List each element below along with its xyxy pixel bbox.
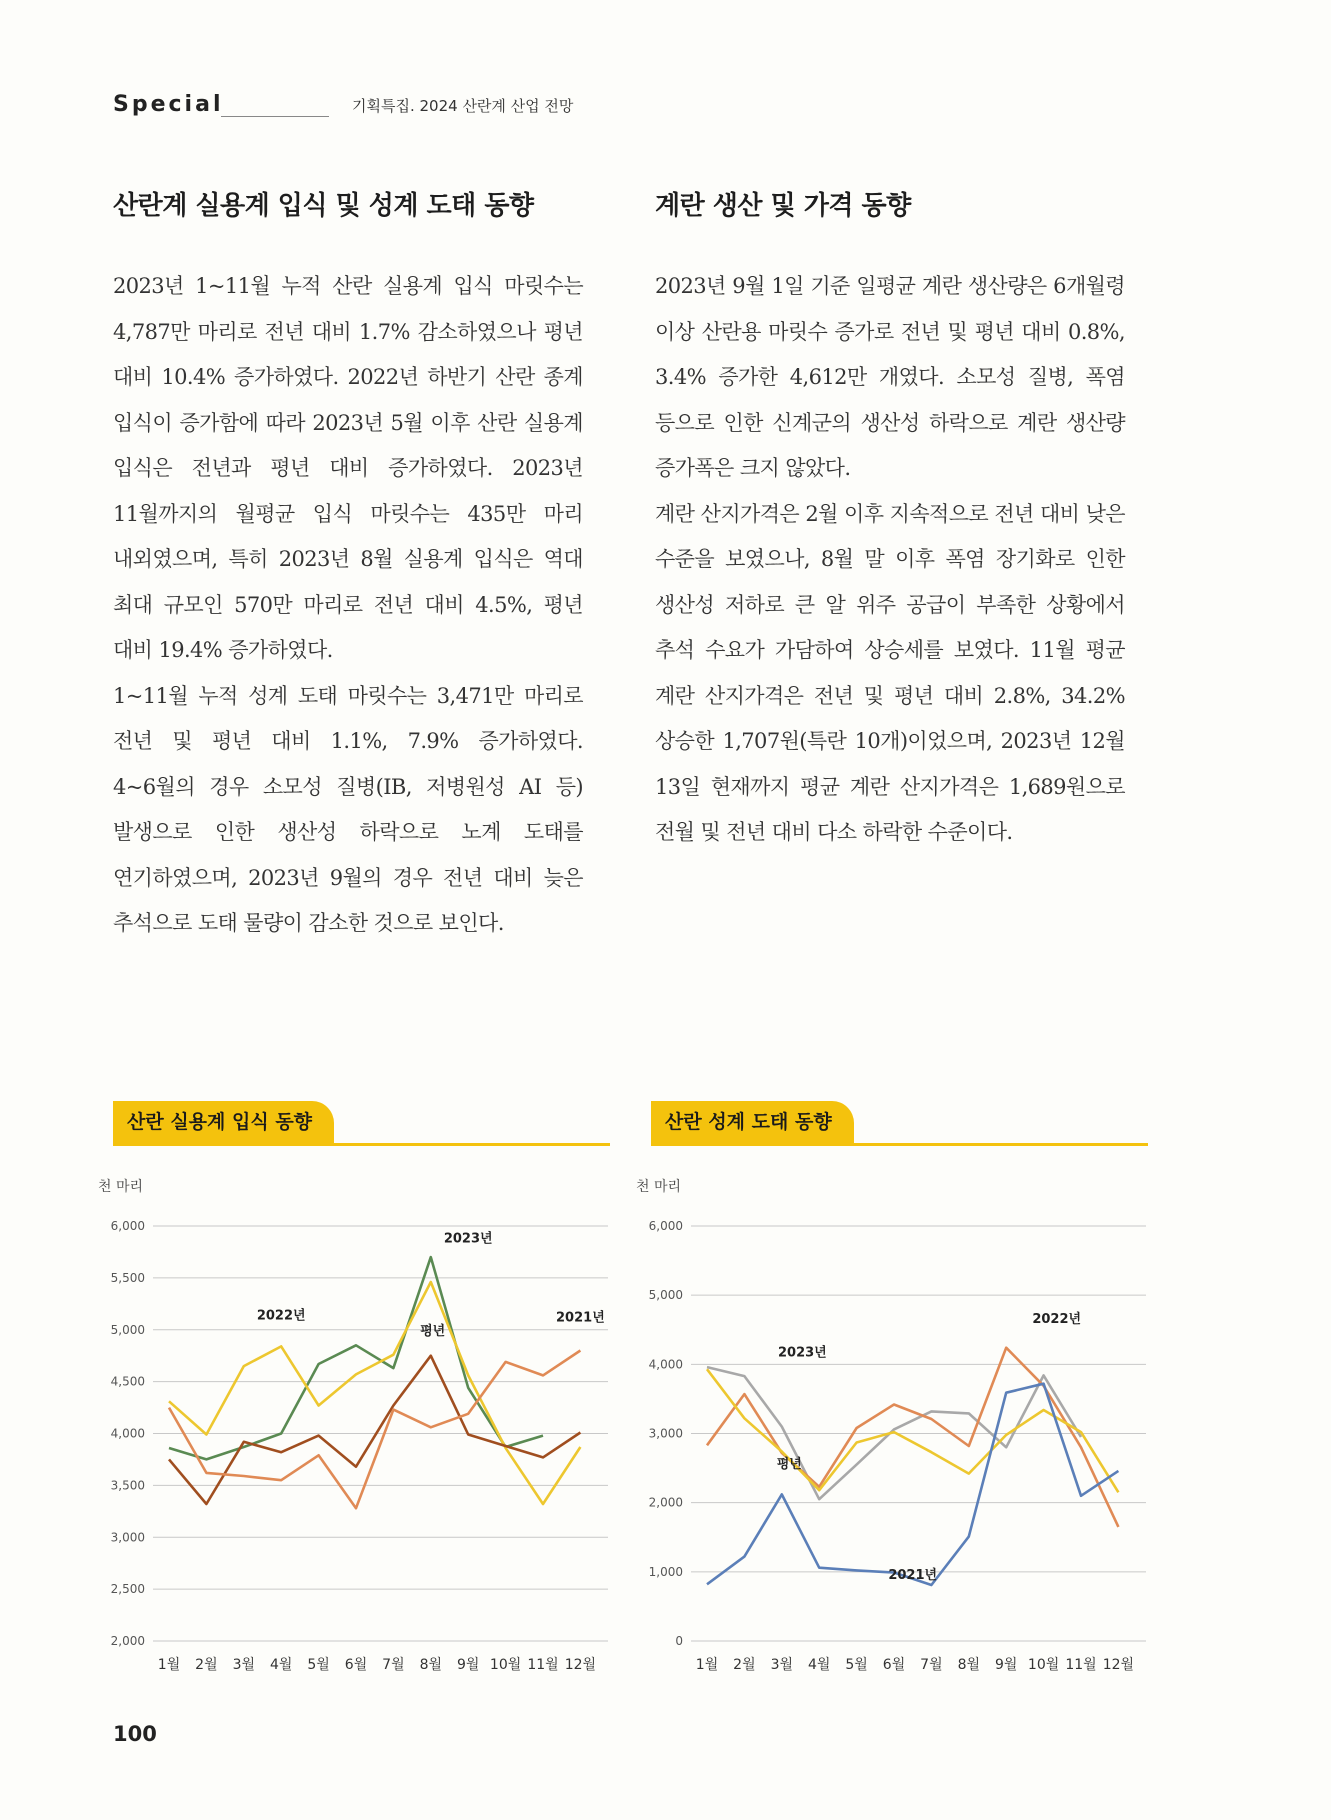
left-column [113, 185, 583, 947]
series-label-2023: 2023년 [443, 1231, 493, 1247]
left-paragraph-2: 1~11월 누적 성계 도태 마릿수는 3,471만 마리로 전년 및 평년 대비 1.1%, 7.9% 증가하였다. 4~6월의 경우 소모성 질병(IB, 저병원성 AI 등) 발생으로 인한 생산성 하락으로 노계 도태를 연기하였으며, 2023년 9월의 경우 전년 대비 늦은 추석으로 도태 물량이 감소한 것으로 보인다. [113, 683, 583, 935]
series-line-2023 [169, 1257, 543, 1459]
series-line-2022 [707, 1348, 1118, 1527]
y-tick-label: 4,000 [648, 1357, 683, 1372]
series-line-2022 [169, 1282, 580, 1504]
x-tick-label: 8월 [957, 1657, 981, 1673]
y-tick-label: 4,000 [110, 1426, 145, 1441]
y-tick-label: 6,000 [648, 1219, 683, 1233]
x-tick-label: 9월 [456, 1657, 480, 1673]
chart-svg-placement [98, 1156, 613, 1673]
series-line-2021 [169, 1351, 580, 1509]
chart-chick-placement [98, 1101, 613, 1673]
y-tick-label: 5,000 [648, 1288, 683, 1303]
x-tick-label: 4월 [269, 1657, 293, 1673]
series-label-2022: 2022년 [256, 1308, 306, 1324]
x-tick-label: 10월 [489, 1657, 522, 1673]
y-tick-label: 4,500 [110, 1374, 145, 1389]
chart-svg-culling [636, 1156, 1151, 1673]
right-column [655, 185, 1125, 856]
x-tick-label: 5월 [307, 1657, 330, 1673]
chart-title-tab: 산란 성계 도태 동향 [651, 1101, 854, 1143]
y-tick-label: 3,000 [648, 1426, 683, 1441]
right-paragraph-1: 2023년 9월 1일 기준 일평균 계란 생산량은 6개월령 이상 산란용 마릿수 증가로 전년 및 평년 대비 0.8%, 3.4% 증가한 4,612만 개였다. 소모성 질병, 폭염 등으로 인한 신계군의 생산성 하락으로 계란 생산량 증가폭은 크지 않았다. [655, 274, 1125, 480]
x-tick-label: 2월 [733, 1657, 756, 1673]
x-tick-label: 3월 [770, 1657, 794, 1673]
y-tick-label: 2,500 [110, 1582, 145, 1597]
x-tick-label: 6월 [344, 1657, 368, 1673]
x-tick-label: 8월 [419, 1657, 443, 1673]
page-header [113, 92, 1233, 122]
y-tick-label: 5,000 [110, 1322, 145, 1337]
page-number: 100 [113, 1722, 157, 1746]
chart-title-rule [113, 1143, 610, 1146]
series-label-2022: 2022년 [1032, 1311, 1082, 1327]
y-axis-unit-label: 천 마리 [636, 1179, 682, 1195]
header-title: 기획특집. 2024 산란계 산업 전망 [352, 97, 574, 115]
x-tick-label: 1월 [157, 1657, 181, 1673]
y-tick-label: 2,000 [648, 1495, 683, 1510]
series-label-avg: 평년 [420, 1323, 446, 1339]
x-tick-label: 2월 [195, 1657, 218, 1673]
right-paragraph-2: 계란 산지가격은 2월 이후 지속적으로 전년 대비 낮은 수준을 보였으나, 8월 말 이후 폭염 장기화로 인한 생산성 저하로 큰 알 위주 공급이 부족한 상황에서 추석 수요가 가담하여 상승세를 보였다. 11월 평균 계란 산지가격은 전년 및 평년 대비 2.8%, 34.2% 상승한 1,707원(특란 10개)이었으며, 2023년 12월 13일 현재까지 평균 계란 산지가격은 1,689원으로 전월 및 전년 대비 다소 하락한 수준이다. [655, 501, 1125, 844]
left-heading: 산란계 실용계 입식 및 성계 도태 동향 [113, 191, 534, 221]
x-tick-label: 7월 [920, 1657, 943, 1673]
left-paragraph-1: 2023년 1~11월 누적 산란 실용계 입식 마릿수는 4,787만 마리로 전년 대비 1.7% 감소하였으나 평년 대비 10.4% 증가하였다. 2022년 하반기 산란 종계 입식이 증가함에 따라 2023년 5월 이후 산란 실용계 입식은 전년과 평년 대비 증가하였다. 2023년 11월까지의 월평균 입식 마릿수는 435만 마리 내외였으며, 특히 2023년 8월 실용계 입식은 역대 최대 규모인 570만 마리로 전년 대비 4.5%, 평년 대비 19.4% 증가하였다. [113, 274, 583, 662]
series-line-2021 [707, 1384, 1118, 1585]
y-tick-label: 3,000 [110, 1530, 145, 1545]
x-tick-label: 7월 [382, 1657, 405, 1673]
x-tick-label: 11월 [527, 1657, 559, 1673]
x-tick-label: 3월 [232, 1657, 256, 1673]
y-tick-label: 3,500 [110, 1478, 145, 1493]
section-label: Special [113, 92, 224, 117]
y-tick-label: 0 [675, 1634, 683, 1648]
y-tick-label: 6,000 [110, 1219, 145, 1233]
x-tick-label: 9월 [994, 1657, 1018, 1673]
y-tick-label: 2,000 [110, 1634, 145, 1648]
x-tick-label: 6월 [882, 1657, 906, 1673]
right-heading: 계란 생산 및 가격 동향 [655, 191, 911, 221]
x-tick-label: 10월 [1027, 1657, 1060, 1673]
chart-title-tab: 산란 실용계 입식 동향 [113, 1101, 334, 1143]
x-tick-label: 12월 [564, 1657, 597, 1673]
y-axis-unit-label: 천 마리 [98, 1179, 144, 1195]
y-tick-label: 1,000 [648, 1564, 683, 1579]
chart-title-rule [651, 1143, 1148, 1146]
x-tick-label: 4월 [807, 1657, 831, 1673]
x-tick-label: 5월 [845, 1657, 868, 1673]
series-line-avg [169, 1356, 580, 1504]
x-tick-label: 1월 [695, 1657, 719, 1673]
y-tick-label: 5,500 [110, 1270, 145, 1285]
x-tick-label: 11월 [1065, 1657, 1097, 1673]
series-label-2023: 2023년 [777, 1345, 827, 1361]
x-tick-label: 12월 [1102, 1657, 1135, 1673]
series-label-2021: 2021년 [888, 1567, 938, 1583]
header-divider [221, 116, 329, 117]
series-label-avg: 평년 [776, 1457, 802, 1473]
chart-hen-culling [636, 1101, 1151, 1673]
series-label-2021: 2021년 [556, 1310, 605, 1326]
